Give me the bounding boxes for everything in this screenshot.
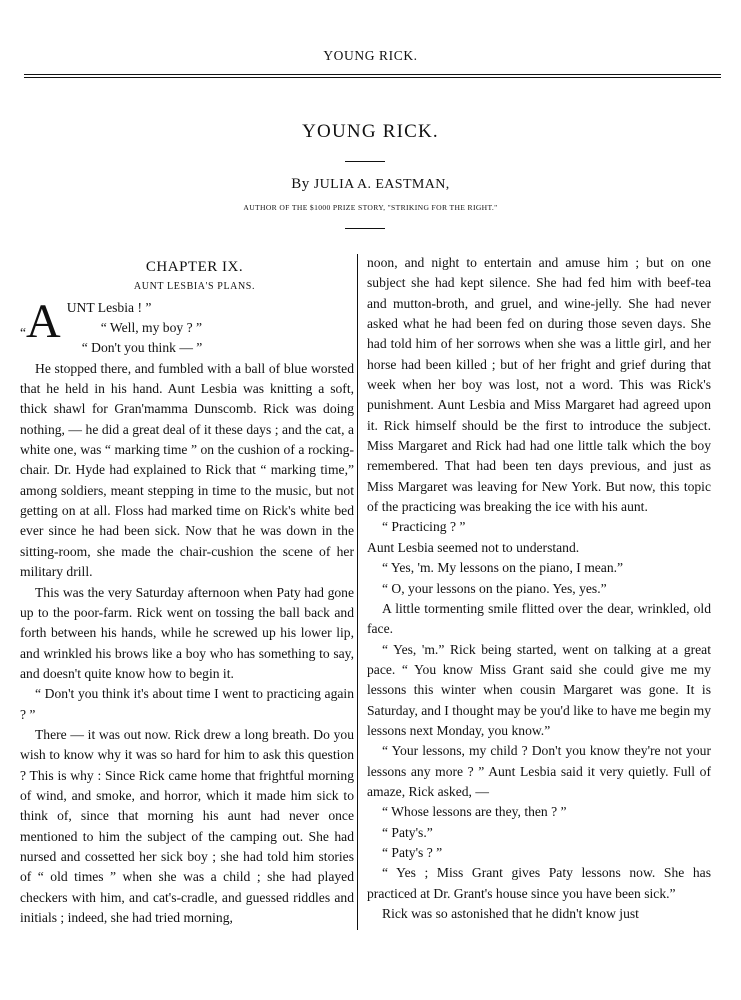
paragraph: “ Paty's ? ” bbox=[382, 844, 443, 860]
byline-prefix: By bbox=[291, 176, 310, 192]
paragraph: noon, and night to entertain and amuse him ; but on one subject she had kept silence. She had fed him with beef-tea and mutton-broth, and gruel, and wine-jelly. She had never asked what he had been fed on during those seven days. She had told him of her sorrows when she was a little girl, and her horse had been killed ; but of her fright and grief during that week when her boy was lost, not a word. This was Rick's punishment. Aunt Lesbia and Miss Margaret had agreed upon it. Rick himself should be the first to introduce the subject. Miss Margaret and Rick had had one little talk which the boy remembered. That had been ten days previous, and just as Miss Margaret was leaving for New York. But now, this topic of the practicing was breaking the ice with his aunt. bbox=[367, 255, 711, 515]
paragraph: “ Yes ; Miss Grant gives Paty lessons now. She has practiced at Dr. Grant's house since you have been sick.” bbox=[367, 865, 711, 901]
chapter-subheading: AUNT LESBIA'S PLANS. bbox=[133, 281, 256, 293]
header-rule bbox=[24, 74, 721, 78]
byline bbox=[0, 176, 741, 193]
left-column bbox=[20, 257, 354, 928]
paragraph: This was the very Saturday afternoon when Paty had gone up to the poor-farm. Rick went on tossing the ball back and forth between his hands, while he screwed up his lower lip, and wrinkled his brows like a boy who has something to say, and doesn't quite know how to begin it. bbox=[20, 584, 354, 681]
paragraph: “ Don't you think — ” bbox=[81, 340, 203, 356]
paragraph: “ Yes, 'm.” Rick being started, went on talking at a great pace. “ You know Miss Grant said she could give me my lessons this winter when cousin Margaret was gone. It is Saturday, and I thought may be you'd like to have me begin my lessons next Monday, you know.” bbox=[367, 641, 711, 738]
paragraph: “ Well, my boy ? ” bbox=[100, 320, 203, 336]
paragraph: “ Paty's.” bbox=[382, 824, 433, 840]
author-credit: AUTHOR OF THE $1000 PRIZE STORY, "STRIKING FOR THE RIGHT." bbox=[243, 203, 498, 212]
drop-cap: “A bbox=[20, 294, 61, 348]
paragraph: There — it was out now. Rick drew a long breath. Do you wish to know why it was so hard for him to ask this question ? This is why : Since Rick came home that frightful morning of wind, and smoke, and horror, which it made him sick to think of, since that morning his aunt had never once mentioned to him the subject of the camping out. She had nursed and cossetted her sick boy ; she had told him stories of “ old times ” when she was a child ; she had played checkers with him, and cat's-cradle, and guessed riddles and initials ; indeed, she had tried morning, bbox=[20, 726, 354, 925]
paragraph: Rick was so astonished that he didn't know just bbox=[382, 906, 639, 921]
article-title: YOUNG RICK. bbox=[302, 121, 439, 142]
paragraph: “ Whose lessons are they, then ? ” bbox=[382, 804, 567, 820]
right-column bbox=[367, 253, 711, 924]
paragraph: Aunt Lesbia seemed not to understand. bbox=[367, 539, 580, 555]
paragraph: He stopped there, and fumbled with a ball of blue worsted that he held in his hand. Aunt Lesbia was knitting a soft, thick shawl for Gran'mamma Dunscomb. Rick was doing nothing, — he did a great deal of it these days ; and the cat, a white one, was “ marking time ” on the cushion of a rocking-chair. Dr. Hyde had explained to Rick that “ marking time,” among soldiers, meant stepping in time to the music, but not getting on at all. Floss had marked time on Rick's white bed ever since he had been sick. Now that he was down in the sitting-room, she made the chair-cushion the scene of her military drill. bbox=[20, 360, 354, 580]
running-head: YOUNG RICK. bbox=[323, 48, 418, 63]
opening-line: UNT Lesbia ! ” bbox=[66, 299, 152, 315]
paragraph: “ Don't you think it's about time I went to practicing again ? ” bbox=[20, 686, 354, 722]
byline-author: JULIA A. EASTMAN, bbox=[313, 177, 450, 192]
byline-rule bbox=[345, 228, 385, 229]
title-rule bbox=[345, 161, 385, 162]
paragraph: “ Practicing ? ” bbox=[382, 519, 466, 535]
chapter-heading: CHAPTER IX. bbox=[145, 259, 244, 275]
paragraph: “ Your lessons, my child ? Don't you know they're not your lessons any more ? ” Aunt Lesbia said it very quietly. Full of amaze, Rick asked, — bbox=[367, 743, 711, 799]
paragraph: A little tormenting smile flitted over the dear, wrinkled, old face. bbox=[367, 600, 711, 637]
paragraph: “ Yes, 'm. My lessons on the piano, I mean.” bbox=[382, 560, 624, 576]
column-divider bbox=[357, 254, 358, 930]
paragraph: “ O, your lessons on the piano. Yes, yes.” bbox=[382, 580, 607, 596]
